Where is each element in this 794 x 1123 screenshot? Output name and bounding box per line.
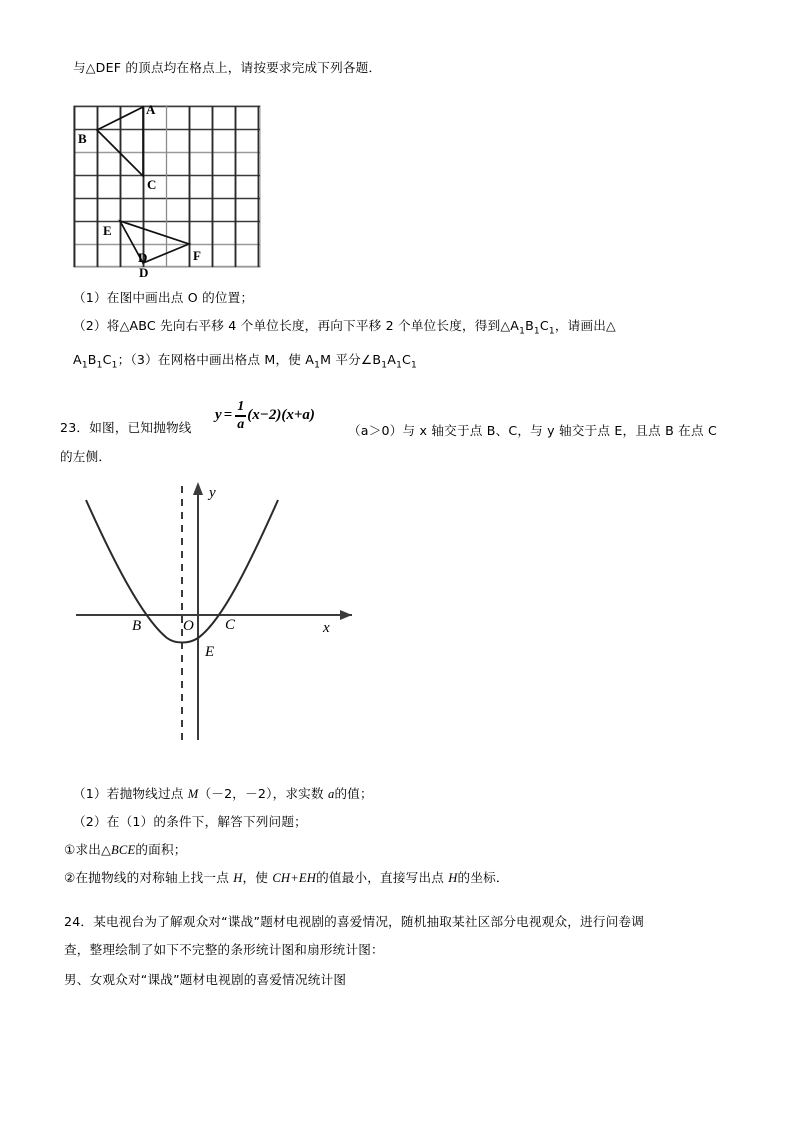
formula-fraction [235, 400, 246, 432]
q23-sub-item-2: （2）在（1）的条件下，解答下列问题； [73, 814, 307, 829]
q22-item2-text-d: ，请画出△ [554, 318, 616, 333]
formula-factor-1: (x−2) [247, 407, 282, 424]
q23-item1-coords: （－2，－2），求实数 [198, 786, 328, 801]
q22-lead-text: 与△DEF 的顶点均在格点上，请按要求完成下列各题． [73, 60, 382, 75]
svg-text:E: E [205, 644, 215, 660]
svg-text:x: x [323, 620, 330, 636]
q22-item3-s2: 1 [96, 360, 103, 371]
svg-text:A: A [146, 102, 156, 117]
q22-item2-text-a: （2）将△ABC 先向右平移 4 个单位长度，再向下平移 2 个单位长度，得到△A [73, 318, 520, 333]
q22-item3-mid: ；（3）在网格中画出格点 M，使 A [117, 352, 315, 367]
q23-item4-mid2: 的值最小，直接写出点 [316, 870, 449, 885]
q22-item2-sub-3: 1 [548, 326, 555, 337]
svg-text:B: B [132, 618, 142, 634]
svg-text:y: y [209, 485, 216, 501]
q22-item3-a: A [73, 352, 82, 367]
q22-item3-s3: 1 [111, 360, 118, 371]
q23-intro-line2: 的左侧． [60, 449, 112, 464]
q22-item3-tail: M 平分∠B [320, 352, 382, 367]
svg-text:F: F [193, 248, 201, 263]
svg-text:B: B [78, 131, 87, 146]
q23-item4-post: 的坐标． [457, 870, 509, 885]
q24-line-1: 24．某电视台为了解观众对“谍战”题材电视剧的喜爱情况，随机抽取某社区部分电视观众，进行问卷调 [64, 914, 645, 929]
q22-item-2 [73, 318, 616, 338]
q22-item2-text-c: C [539, 318, 549, 333]
q23-item3-triangle-bce: BCE [110, 843, 136, 857]
svg-text:D: D [139, 265, 149, 280]
q23-sub-item-3 [64, 842, 187, 858]
q23-item1-point-m: M [187, 787, 199, 801]
q22-item3-tail2: A [387, 352, 397, 367]
q22-item3-c: C [102, 352, 112, 367]
grid-figure-triangles [73, 102, 261, 280]
svg-text:E: E [103, 223, 112, 238]
q22-item-3 [73, 352, 417, 372]
q23-sub-item-1 [73, 786, 373, 802]
q24-line-2: 查，整理绘制了如下不完整的条形统计图和扇形统计图： [64, 942, 384, 957]
q23-item4-point-h: H [233, 871, 243, 885]
q22-item2-sub-2: 1 [533, 326, 540, 337]
q23-sub-item-4 [64, 870, 509, 886]
q23-condition: （a＞0）与 x 轴交于点 B、C，与 y 轴交于点 E，且点 B 在点 C [348, 423, 717, 438]
q23-item3-post: 的面积； [135, 842, 187, 857]
svg-text:C: C [225, 617, 236, 633]
q23-number-label: 23． [60, 420, 90, 435]
q23-intro-text: 如图，已知抛物线 [89, 420, 192, 435]
q23-item4-point-h2: H [448, 871, 458, 885]
q22-item2-text-b: B [525, 318, 534, 333]
formula-lhs: y [215, 407, 222, 424]
q23-item1-var-a: a [327, 787, 335, 801]
q22-item3-s6: 1 [396, 360, 403, 371]
q23-item1-pre: （1）若抛物线过点 [73, 786, 188, 801]
formula-numerator: 1 [237, 399, 245, 414]
q23-item4-mid: ，使 [242, 870, 273, 885]
q22-item2-sub-1: 1 [519, 326, 526, 337]
svg-text:C: C [147, 177, 157, 192]
q22-item-1: （1）在图中画出点 O 的位置； [73, 290, 254, 305]
q22-item3-s1: 1 [81, 360, 88, 371]
parabola-graph [72, 478, 372, 758]
q23-item1-post: 的值； [334, 786, 373, 801]
q24-line-3: 男、女观众对“课战”题材电视剧的喜爱情况统计图 [64, 972, 347, 987]
formula-equals: = [223, 407, 233, 424]
q22-item3-s7: 1 [411, 360, 417, 371]
grid-label-d: D [138, 250, 148, 265]
q23-item4-expression: CH+EH [272, 871, 317, 885]
q22-item3-tail3: C [402, 352, 412, 367]
formula-denominator: a [237, 416, 245, 432]
q23-item3-pre: ①求出△ [64, 842, 111, 857]
q22-item3-s4: 1 [314, 360, 321, 371]
q23-formula [215, 400, 315, 432]
formula-factor-2: (x+a) [281, 407, 315, 424]
q22-item3-b: B [87, 352, 97, 367]
q23-number [60, 420, 192, 436]
q23-item4-pre: ②在抛物线的对称轴上找一点 [64, 870, 234, 885]
q22-item3-s5: 1 [381, 360, 388, 371]
svg-text:O: O [183, 618, 194, 634]
